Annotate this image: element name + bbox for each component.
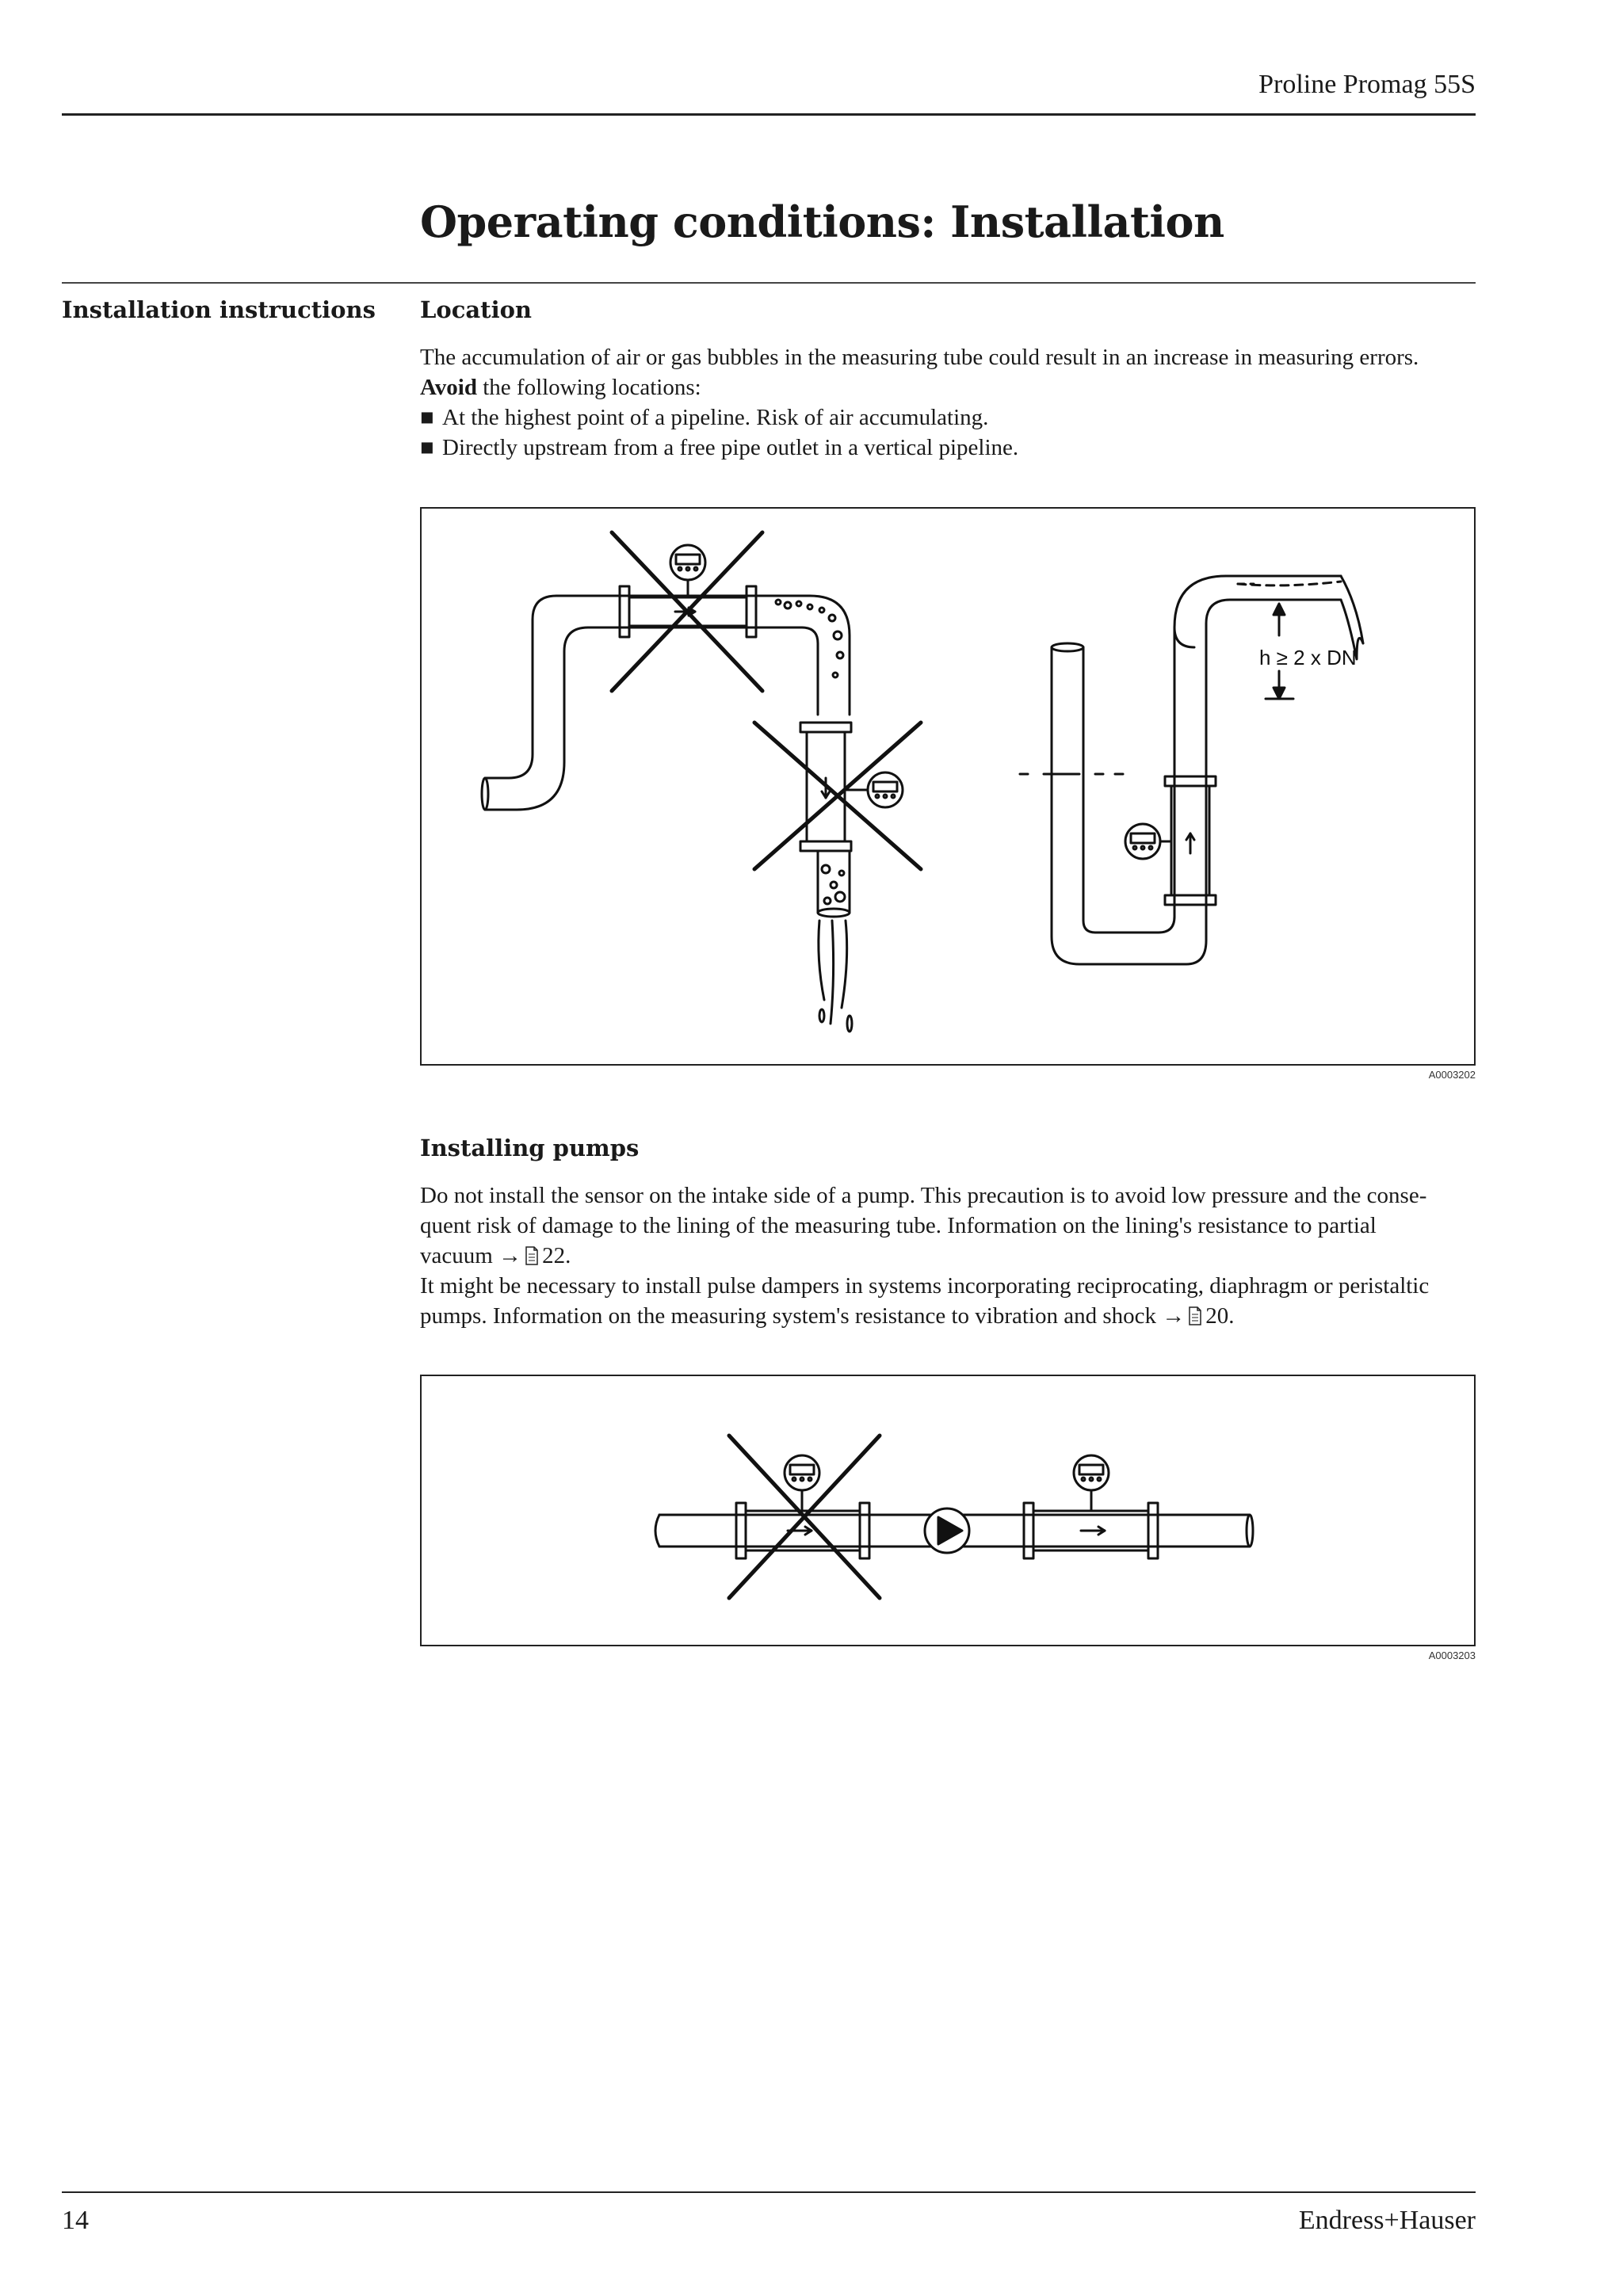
list-item: [420, 402, 1482, 433]
figure-id-pumps: A0003203: [1428, 1650, 1476, 1661]
pumps-line-3: [420, 1241, 1482, 1271]
footer-rule: [62, 2191, 1476, 2193]
side-label: Installation instructions: [62, 296, 376, 323]
page-title: Operating conditions: Installation: [420, 196, 1224, 247]
avoid-rest: the following locations:: [476, 375, 701, 400]
bullet-icon: ■: [420, 405, 434, 430]
location-heading: Location: [420, 296, 533, 323]
avoid-line: [420, 372, 1482, 402]
pumps-heading: Installing pumps: [420, 1135, 640, 1161]
page-ref-icon: [1188, 1306, 1202, 1325]
page-number: 14: [62, 2206, 89, 2235]
section-rule: [62, 282, 1476, 284]
pumps-line-4: It might be necessary to install pulse dampers in systems incorporating reciprocating, diaphragm or peristaltic: [420, 1273, 1430, 1299]
bullet-text: Directly upstream from a free pipe outlet in a vertical pipeline.: [442, 435, 1019, 460]
avoid-bold: Avoid: [420, 375, 477, 400]
bullet-icon: ■: [420, 435, 434, 460]
figure-location: [420, 507, 1476, 1066]
location-text: [420, 342, 1482, 463]
list-item: [420, 433, 1482, 463]
height-label: h ≥ 2 x DN: [1259, 646, 1357, 669]
location-bullet-list: [420, 402, 1482, 463]
pumps-line-5: [420, 1301, 1482, 1331]
pumps-line-5-text: pumps. Information on the measuring system's resistance to vibration and shock →: [420, 1303, 1186, 1329]
page-ref-icon: [525, 1246, 539, 1265]
pumps-line-1: Do not install the sensor on the intake side of a pump. This precaution is to avoid low pressure and the conse-: [420, 1183, 1427, 1208]
pumps-line-2: quent risk of damage to the lining of the measuring tube. Information on the lining's resistance to partial: [420, 1213, 1377, 1238]
pumps-line-3-text: vacuum →: [420, 1243, 522, 1268]
pumps-text: [420, 1180, 1482, 1331]
page-ref-20: 20.: [1205, 1303, 1235, 1329]
figure-id-location: A0003202: [1428, 1069, 1476, 1081]
footer-brand: Endress+Hauser: [1298, 2206, 1476, 2235]
pump-diagram: [422, 1376, 1474, 1645]
header-product-name: Proline Promag 55S: [1258, 70, 1476, 99]
header-rule: [62, 113, 1476, 116]
bullet-text: At the highest point of a pipeline. Risk of air accumulating.: [442, 405, 989, 430]
location-diagram: [422, 509, 1474, 1064]
page-ref-22: 22.: [542, 1243, 571, 1268]
location-intro: The accumulation of air or gas bubbles in the measuring tube could result in an increase in measuring errors.: [420, 345, 1419, 370]
figure-pumps: [420, 1375, 1476, 1646]
